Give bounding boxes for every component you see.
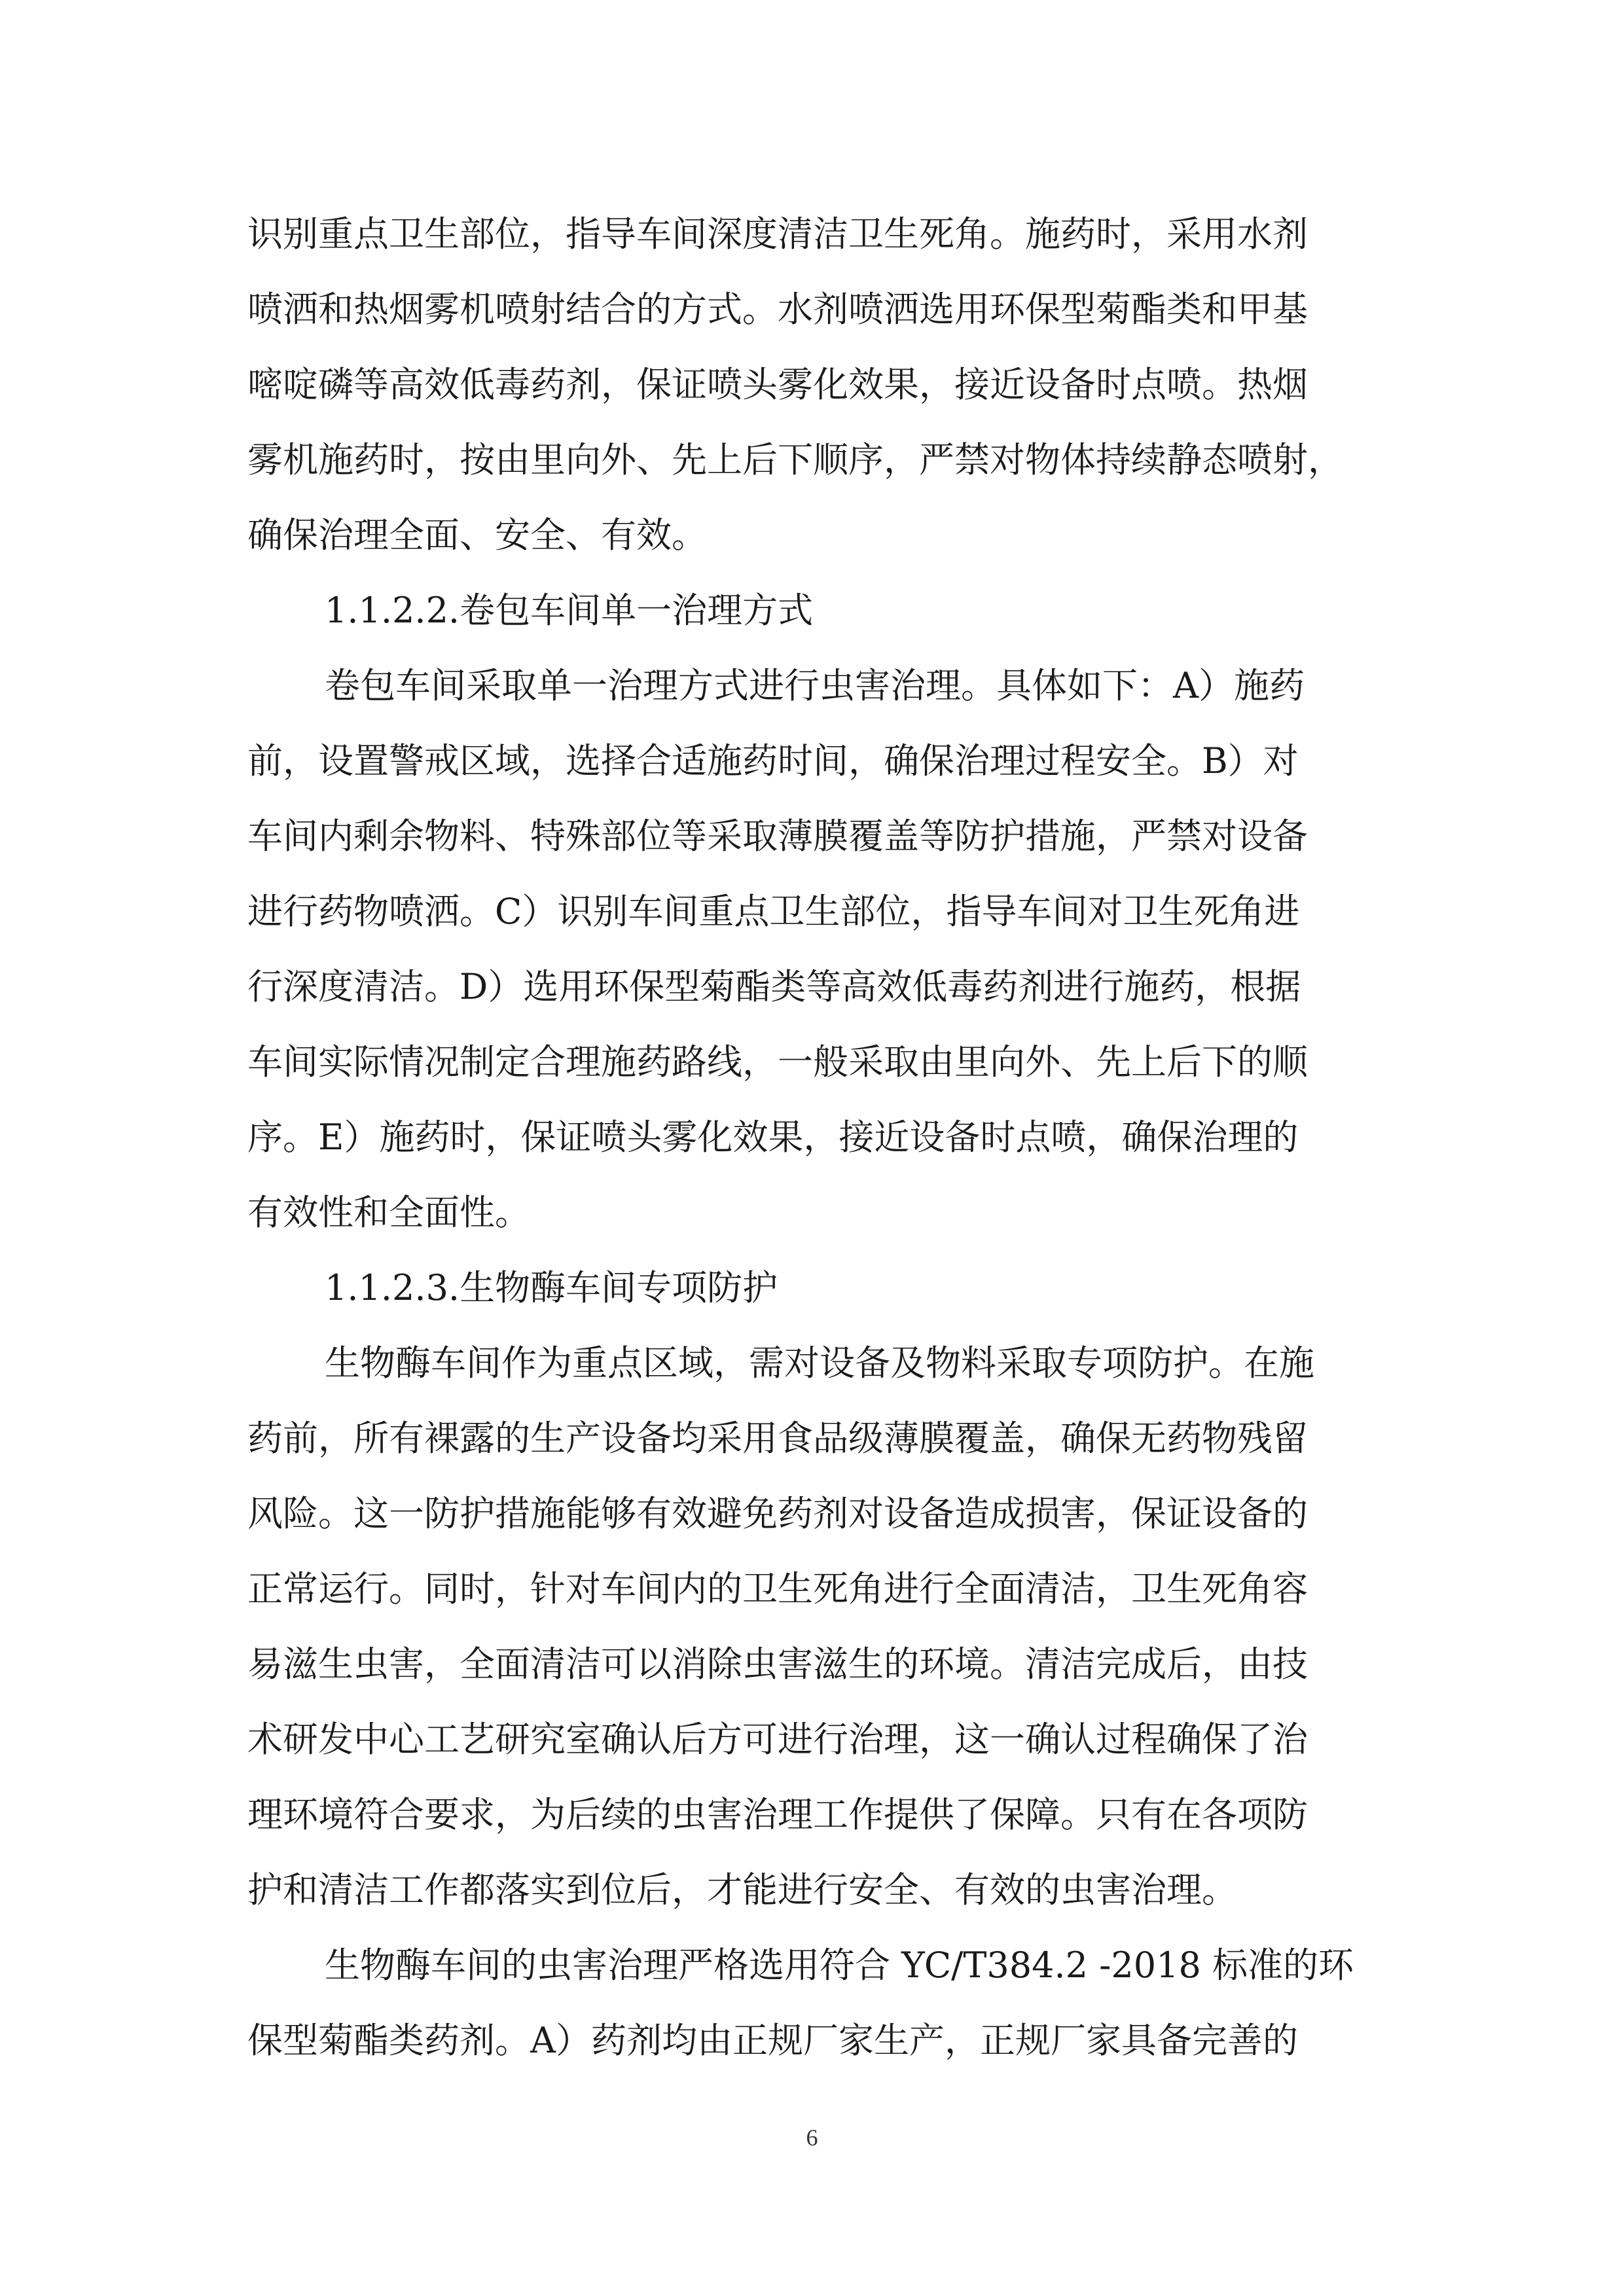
text-line: 保型菊酯类药剂。A）药剂均由正规厂家生产，正规厂家具备完善的 xyxy=(247,2020,1298,2061)
text-line: 嘧啶磷等高效低毒药剂，保证喷头雾化效果，接近设备时点喷。热烟 xyxy=(247,364,1308,405)
text-line: 生物酶车间作为重点区域，需对设备及物料采取专项防护。在施 xyxy=(325,1342,1314,1384)
text-line: 1.1.2.3.生物酶车间专项防护 xyxy=(325,1267,778,1308)
text-line: 风险。这一防护措施能够有效避免药剂对设备造成损害，保证设备的 xyxy=(247,1493,1308,1534)
text-line: 行深度清洁。D）选用环保型菊酯类等高效低毒药剂进行施药，根据 xyxy=(247,966,1301,1007)
text-line: 序。E）施药时，保证喷头雾化效果，接近设备时点喷，确保治理的 xyxy=(247,1117,1299,1158)
text-line: 确保治理全面、安全、有效。 xyxy=(247,514,707,556)
text-line: 车间实际情况制定合理施药路线，一般采取由里向外、先上后下的顺 xyxy=(247,1041,1308,1083)
body-text xyxy=(247,196,1386,2078)
text-line: 车间内剩余物料、特殊部位等采取薄膜覆盖等防护措施，严禁对设备 xyxy=(247,816,1308,857)
text-line: 理环境符合要求，为后续的虫害治理工作提供了保障。只有在各项防 xyxy=(247,1794,1308,1835)
text-line: 正常运行。同时，针对车间内的卫生死角进行全面清洁，卫生死角容 xyxy=(247,1568,1308,1609)
text-line: 术研发中心工艺研究室确认后方可进行治理，这一确认过程确保了治 xyxy=(247,1719,1308,1760)
text-line: 易滋生虫害，全面清洁可以消除虫害滋生的环境。清洁完成后，由技 xyxy=(247,1643,1308,1685)
page-number: 6 xyxy=(806,2125,818,2151)
text-line: 药前，所有裸露的生产设备均采用食品级薄膜覆盖，确保无药物残留 xyxy=(247,1418,1308,1459)
text-line: 生物酶车间的虫害治理严格选用符合 YC/T384.2 -2018 标准的环 xyxy=(325,1945,1354,1986)
text-line: 卷包车间采取单一治理方式进行虫害治理。具体如下：A）施药 xyxy=(325,665,1305,706)
text-line: 前，设置警戒区域，选择合适施药时间，确保治理过程安全。B）对 xyxy=(247,740,1299,781)
text-line: 进行药物喷洒。C）识别车间重点卫生部位，指导车间对卫生死角进 xyxy=(247,891,1300,932)
text-line: 有效性和全面性。 xyxy=(247,1192,530,1233)
text-line: 喷洒和热烟雾机喷射结合的方式。水剂喷洒选用环保型菊酯类和甲基 xyxy=(247,289,1308,330)
text-line: 护和清洁工作都落实到位后，才能进行安全、有效的虫害治理。 xyxy=(247,1869,1237,1910)
text-line: 1.1.2.2.卷包车间单一治理方式 xyxy=(325,590,814,631)
text-line: 雾机施药时，按由里向外、先上后下顺序，严禁对物体持续静态喷射， xyxy=(247,439,1343,480)
text-line: 识别重点卫生部位，指导车间深度清洁卫生死角。施药时，采用水剂 xyxy=(247,213,1308,255)
